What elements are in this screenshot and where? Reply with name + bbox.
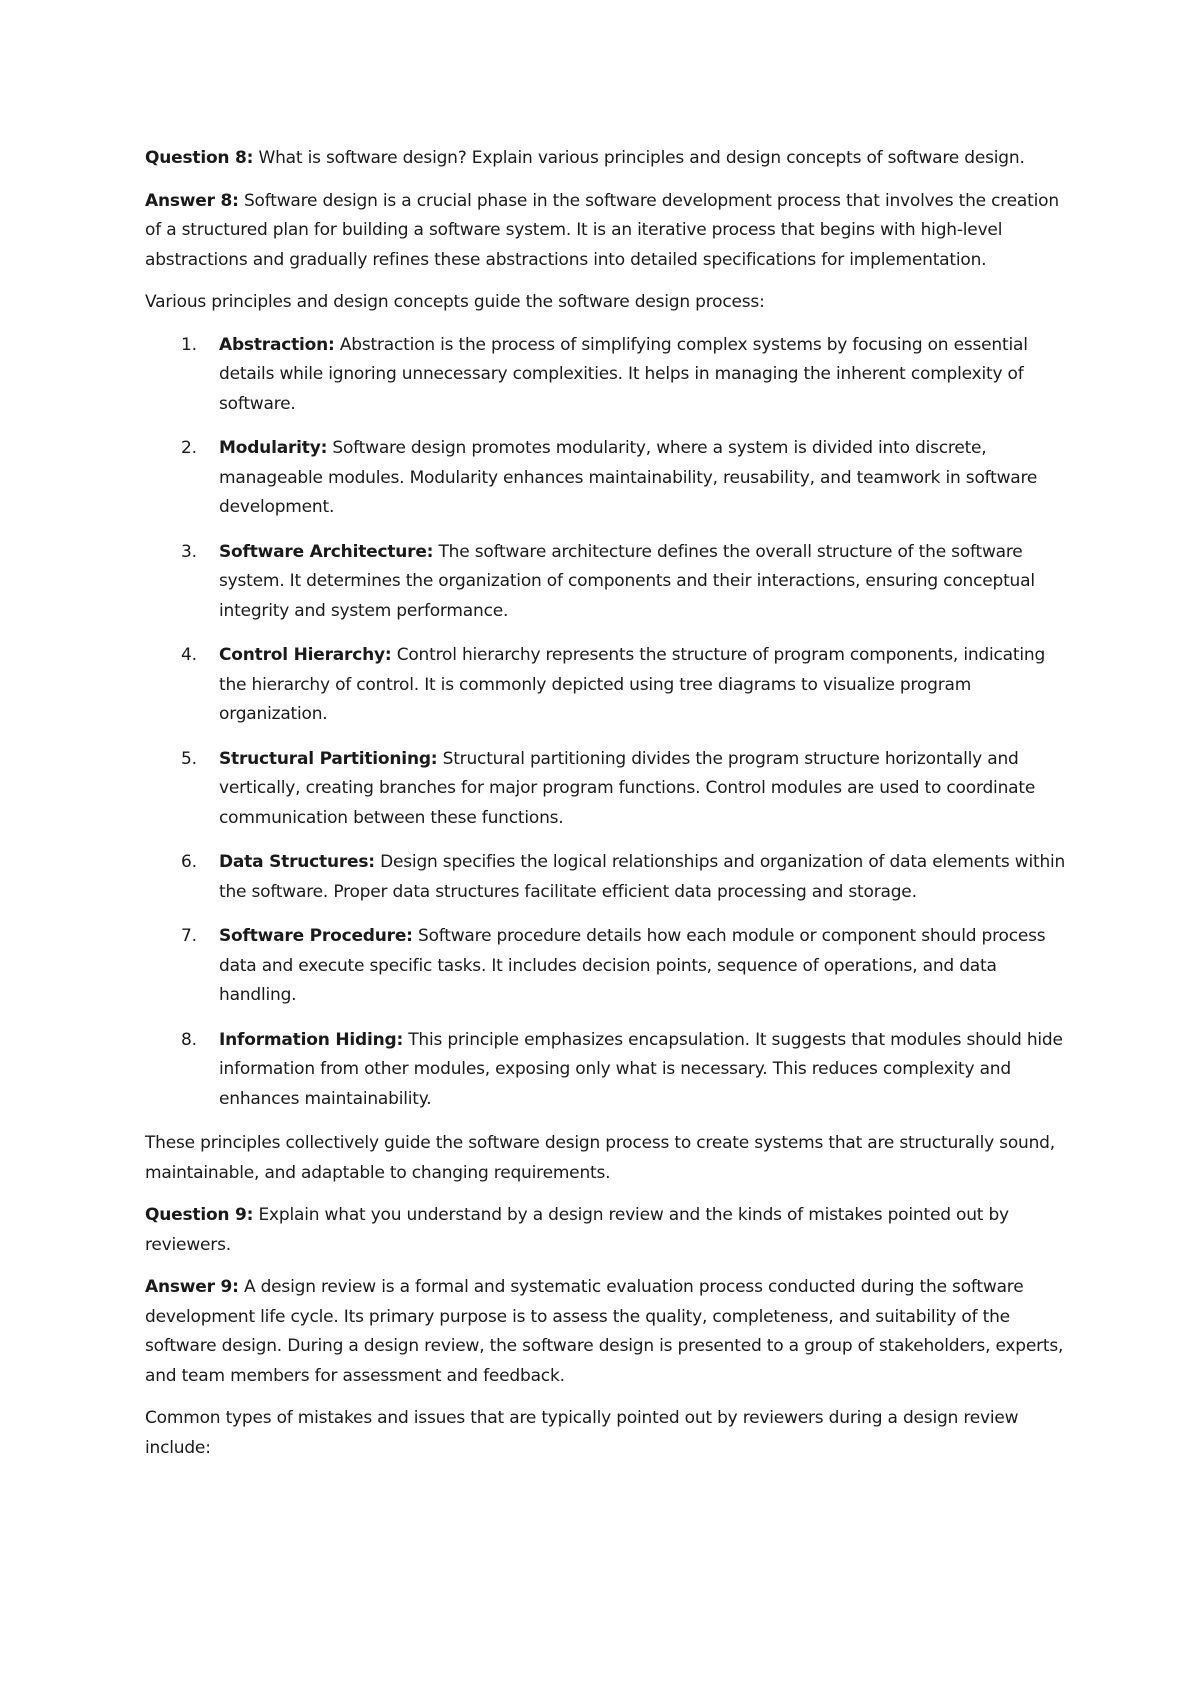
list-item [145, 434, 1067, 523]
list-item-number: 8. [181, 1029, 197, 1050]
list-item-number: 4. [181, 645, 197, 665]
list-item-number: 2. [181, 438, 197, 458]
list-item-term: Information Hiding: [219, 1029, 404, 1050]
list-item [145, 331, 1067, 420]
answer-8-label: Answer 8: [145, 190, 239, 211]
list-item-text: Software design promotes modularity, where a system is divided into discrete, manageable modules. Modularity enhances maintainability, reusability, and teamwork in software development. [219, 438, 1038, 517]
document-page [145, 144, 1067, 1476]
principles-summary: These principles collectively guide the software design process to create systems that are structurally sound, maintainable, and adaptable to changing requirements. [145, 1133, 1055, 1183]
list-item-number: 6. [181, 852, 197, 872]
list-item-term: Structural Partitioning: [219, 748, 438, 769]
principles-list [145, 331, 1067, 1115]
list-item-text: Software procedure details how each module or component should process data and execute specific tasks. It includes decision points, sequence of operations, and data handling. [219, 926, 1046, 1005]
list-item-number: 7. [181, 926, 197, 946]
question-9-label: Question 9: [145, 1205, 254, 1225]
list-item [145, 641, 1067, 730]
list-item-text: Design specifies the logical relationships and organization of data elements within the software. Proper data structures facilitate efficient data processing and storage. [219, 852, 1066, 902]
list-item [145, 1026, 1067, 1115]
list-item-text: This principle emphasizes encapsulation. It suggests that modules should hide information from other modules, exposing only what is necessary. This reduces complexity and enhances maintainability. [219, 1029, 1063, 1109]
question-8-label: Question 8: [145, 148, 254, 168]
list-item [145, 745, 1067, 834]
list-item-text: Abstraction is the process of simplifying complex systems by focusing on essential details while ignoring unnecessary complexities. It helps in managing the inherent complexity of software. [219, 334, 1028, 414]
list-item-text: Structural partitioning divides the program structure horizontally and vertically, creating branches for major program functions. Control modules are used to coordinate communication between these functions. [219, 748, 1036, 828]
question-8 [145, 144, 1067, 174]
question-9-text: Explain what you understand by a design review and the kinds of mistakes pointed out by reviewers. [145, 1205, 1009, 1255]
list-item-text: Control hierarchy represents the structure of program components, indicating the hierarchy of control. It is commonly depicted using tree diagrams to visualize program organization. [219, 645, 1046, 724]
answer-9 [145, 1273, 1067, 1391]
answer-9-text: A design review is a formal and systematic evaluation process conducted during the software development life cycle. Its primary purpose is to assess the quality, completeness, and suitability of the software design. During a design review, the software design is presented to a group of stakeholders, experts, and team members for assessment and feedback. [145, 1277, 1064, 1386]
list-item-term: Data Structures: [219, 852, 375, 872]
common-mistakes-intro: Common types of mistakes and issues that are typically pointed out by reviewers during a design review include: [145, 1408, 1019, 1458]
list-item-number: 5. [181, 748, 197, 769]
list-item-term: Software Procedure: [219, 926, 413, 946]
list-item-term: Modularity: [219, 438, 328, 458]
list-item [145, 922, 1067, 1011]
answer-8-text: Software design is a crucial phase in the software development process that involves the creation of a structured plan for building a software system. It is an iterative process that begins with high-level abstractions and gradually refines these abstractions into detailed specifications for implementation. [145, 190, 1059, 270]
list-item-number: 1. [181, 334, 197, 355]
list-item [145, 538, 1067, 627]
answer-8 [145, 187, 1067, 276]
question-9 [145, 1201, 1067, 1260]
question-8-text: What is software design? Explain various principles and design concepts of software design. [253, 148, 1025, 168]
list-item-term: Abstraction: [219, 334, 335, 355]
list-item-term: Control Hierarchy: [219, 645, 392, 665]
list-item-number: 3. [181, 541, 197, 562]
answer-9-label: Answer 9: [145, 1277, 239, 1297]
principles-intro: Various principles and design concepts guide the software design process: [145, 292, 765, 312]
list-item-term: Software Architecture: [219, 541, 434, 562]
list-item [145, 848, 1067, 907]
list-item-text: The software architecture defines the overall structure of the software system. It determines the organization of components and their interactions, ensuring conceptual integrity and system performance. [219, 541, 1035, 621]
